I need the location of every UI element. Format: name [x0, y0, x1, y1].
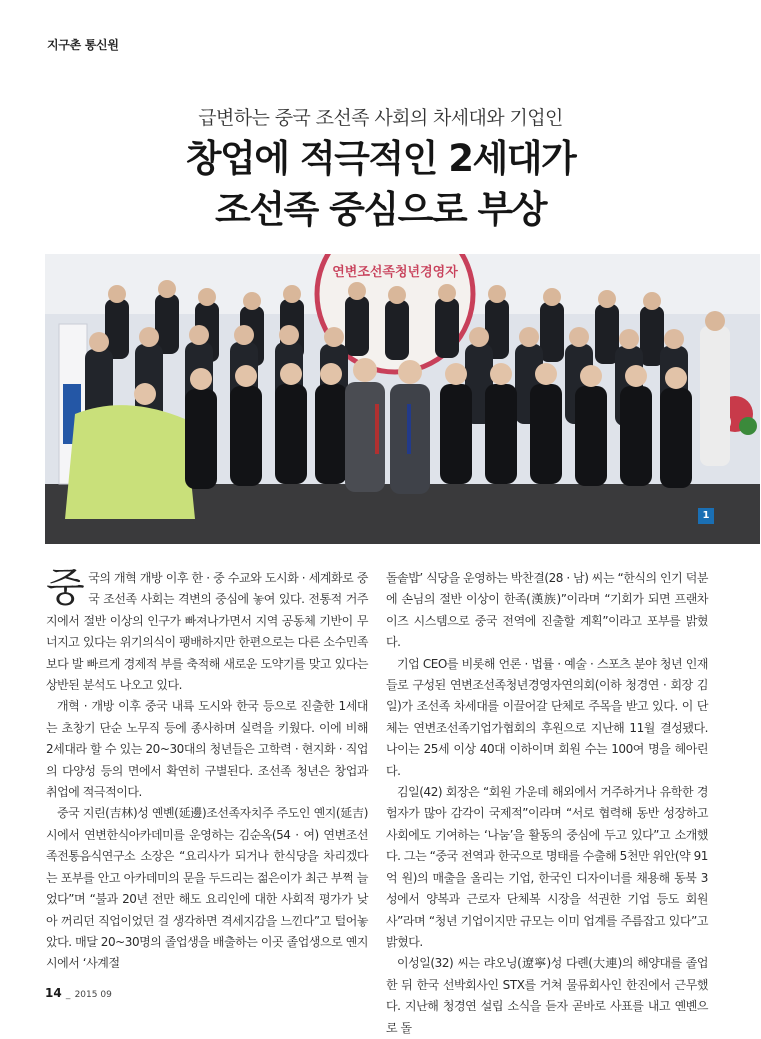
dropcap: 중: [46, 565, 85, 611]
article-title-line-1: 창업에 적극적인 2세대가: [185, 137, 576, 180]
group-photo-illustration: [45, 254, 760, 544]
issue-date: 2015 09: [74, 990, 112, 1000]
page-footer: [45, 986, 112, 1000]
article-title-line-2: 조선족 중심으로 부상: [215, 188, 546, 231]
group-photo: [45, 254, 760, 544]
body-column-left: [46, 565, 368, 975]
paragraph-4: 돌솥밥’ 식당을 운영하는 박찬결(28 · 남) 씨는 “한식의 인기 덕분에 손님의 절반 이상이 한족(漢族)”이라며 “기회가 되면 프랜차이즈 시스템으로 중국 전역에 진출할 계획”이라고 포부를 밝혔다.: [386, 571, 708, 650]
page-number: 14: [45, 986, 62, 1000]
article-subtitle: 급변하는 중국 조선족 사회의 차세대와 기업인: [198, 107, 563, 129]
footer-separator: _: [65, 990, 71, 1000]
banner-text: 연변조선족청년경영자: [332, 265, 458, 280]
section-tag: 지구촌 통신원: [47, 38, 119, 52]
paragraph-2: 개혁 · 개방 이후 중국 내륙 도시와 한국 등으로 진출한 1세대는 초창기 단순 노무직 등에 종사하며 실력을 키웠다. 이에 비해 2세대라 할 수 있는 20~30대의 청년들은 고학력 · 현지화 · 직업의 다양성 등의 면에서 확연히 구별된다. 조선족 청년은 창업과 취업에 적극적이다.: [46, 699, 368, 800]
paragraph-3: 중국 지린(吉林)성 옌볜(延邊)조선족자치주 주도인 옌지(延吉)시에서 연변한식아카데미를 운영하는 김순옥(54 · 여) 연변조선족전통음식연구소 소장은 “요리사가 되거나 한식당을 차리겠다는 포부를 안고 아카데미의 문을 두드리는 젊은이가 최근 부쩍 늘었다”며 “불과 20년 전만 해도 요리인에 대한 사회적 평가가 낮아 꺼리던 직업이었던 걸 생각하면 격세지감을 느낀다”고 털어놓았다. 매달 20~30명의 졸업생을 배출하는 이곳 졸업생으로 옌지시에서 ‘사계절: [46, 806, 368, 971]
photo-number-badge: 1: [698, 508, 714, 524]
body-column-right: [386, 568, 708, 1039]
paragraph-1: 중국의 개혁 개방 이후 한 · 중 수교와 도시화 · 세계화로 중국 조선족 사회는 격변의 중심에 놓여 있다. 전통적 거주지에서 절반 이상의 인구가 빠져나가면서 지역 공동체 기반이 무너지고 있다는 위기의식이 팽배하지만 한편으로는 다른 소수민족보다 발 빠르게 경제적 부를 축적해 새로운 도약기를 맞고 있다는 상반된 분석도 나오고 있다.: [46, 565, 368, 693]
paragraph-5: 기업 CEO를 비롯해 언론 · 법률 · 예술 · 스포츠 분야 청년 인재들로 구성된 연변조선족청년경영자연의회(이하 청경연 · 회장 김일)가 조선족 차세대를 이끌어갈 단체로 주목을 받고 있다. 이 단체는 연변조선족기업가협회의 후원으로 지난해 11월 결성됐다. 나이는 25세 이상 40대 이하이며 회원 수는 100여 명을 헤아린다.: [386, 656, 708, 778]
paragraph-7: 이성일(32) 씨는 랴오닝(遼寧)성 다롄(大連)의 해양대를 졸업한 뒤 한국 선박회사인 STX를 거쳐 물류회사인 한진에서 근무했다. 지난해 청경연 설립 소식을 듣자 곧바로 사표를 내고 옌볜으로 돌: [386, 956, 708, 1035]
paragraph-6: 김일(42) 회장은 “회원 가운데 해외에서 거주하거나 유학한 경험자가 많아 감각이 국제적”이라며 “서로 협력해 동반 성장하고 사회에도 기여하는 ‘나눔’을 활동의 중심에 두고 있다”고 소개했다. 그는 “중국 전역과 한국으로 명태를 수출해 5천만 위안(약 91억 원)의 매출을 올리는 기업, 한국인 디자이너를 채용해 동북 3성에서 양복과 근로자 단체복 시장을 석권한 기업 등도 회원사”라며 “청년 기업이지만 규모는 이미 업계를 주름잡고 있다”고 밝혔다.: [386, 785, 708, 949]
